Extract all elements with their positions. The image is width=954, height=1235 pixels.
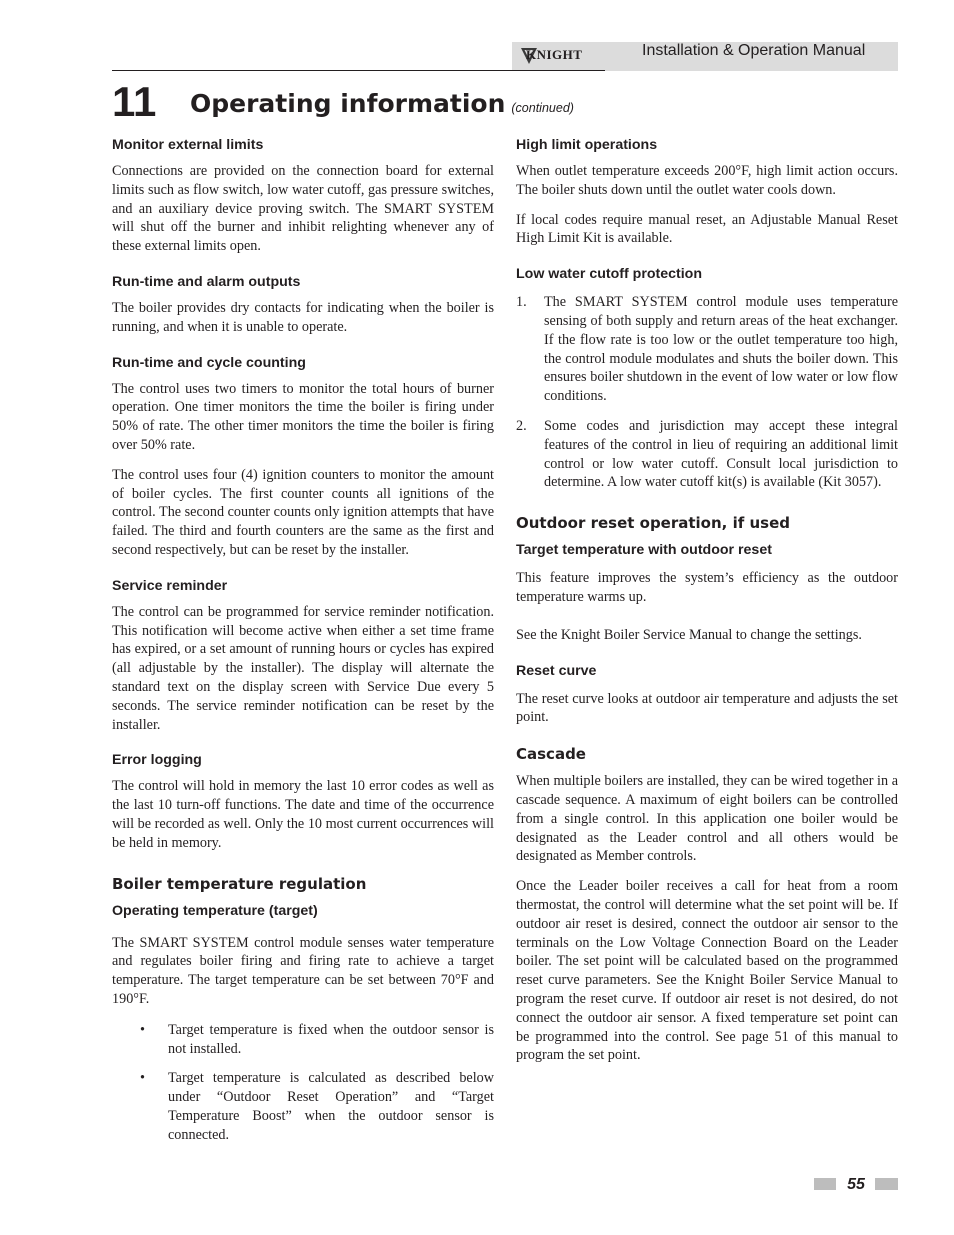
reset-curve-heading: Reset curve bbox=[516, 662, 597, 679]
list-item-text: Some codes and jurisdiction may accept these integral features of the control in lieu of requiring an additional limit control or low water cutoff. Consult local jurisdiction to determine. A low water cutoff kit(s) is available (Kit 3057). bbox=[544, 417, 898, 491]
list-item bbox=[516, 417, 898, 492]
operating-temperature-text: The SMART SYSTEM control module senses water temperature and regulates boiler firing and firing rate to achieve a target temperature. The target temperature can be set between 70°F and 190°F. bbox=[112, 934, 494, 1007]
chapter-title bbox=[190, 88, 574, 124]
reset-curve-text: The reset curve looks at outdoor air temperature and adjusts the set point. bbox=[516, 690, 898, 726]
list-item bbox=[112, 1021, 494, 1059]
service-reminder-heading: Service reminder bbox=[112, 577, 228, 594]
knight-logo bbox=[515, 43, 603, 70]
cascade-heading: Cascade bbox=[516, 745, 586, 764]
alarm-outputs-text: The boiler provides dry contacts for indicating when the boiler is running, and when it is unable to operate. bbox=[112, 299, 494, 335]
cycle-counting-text-1: The control uses two timers to monitor the total hours of burner operation. One timer monitors the time the boiler is firing under 50% of rate. The other timer monitors the time the boiler is firing over 50% rate. bbox=[112, 380, 494, 453]
outdoor-target-heading: Target temperature with outdoor reset bbox=[516, 542, 772, 559]
outdoor-reset-heading: Outdoor reset operation, if used bbox=[516, 514, 790, 533]
left-column bbox=[112, 136, 494, 1155]
monitor-limits-text: Connections are provided on the connection board for external limits such as flow switch, low water cutoff, gas pressure switches, and an auxiliary device proving switch. The SMART SYSTEM will shut off the burner and inhibit relighting whenever any of these external limits open. bbox=[112, 163, 494, 255]
error-logging-heading: Error logging bbox=[112, 752, 202, 769]
service-reminder-text: The control can be programmed for service reminder notification. This notification will become active when either a set time frame has expired, or a set amount of running hours or cycles has expired (all adjustable by the installer). The display will alternate the standard text on the display screen with Service Due every 5 seconds. The service reminder notification can be reset by the installer. bbox=[112, 603, 494, 733]
alarm-outputs-heading: Run-time and alarm outputs bbox=[112, 273, 301, 290]
bullet-mark: • bbox=[140, 1070, 145, 1087]
knight-logo-text: KNIGHT bbox=[526, 47, 583, 62]
list-item-text: Target temperature is calculated as described below under “Outdoor Reset Operation” and “Target Temperature Boost” when the outdoor sensor is connected. bbox=[168, 1070, 494, 1143]
cascade-text-2: Once the Leader boiler receives a call for heat from a room thermostat, the control will determine what the set point will be. If outdoor air reset is desired, connect the outdoor air sensor to the terminals on the Low Voltage Connection Board on the Leader boiler. The set point will be calculated based on the programmed reset curve parameters. See the Knight Boiler Service Manual to program the reset curve. If outdoor air reset is not desired, do not connect the outdoor air sensor. A fixed temperature set point can be programmed into the control. See page 51 of this manual to program the set point. bbox=[516, 878, 898, 1064]
monitor-limits-heading: Monitor external limits bbox=[112, 137, 264, 153]
error-logging-text: The control will hold in memory the last 10 error codes as well as the last 10 turn-off functions. The date and time of the occurrence will be recorded as well. Only the 10 most current occurrences will be held in memory. bbox=[112, 778, 494, 851]
high-limit-heading: High limit operations bbox=[516, 137, 658, 153]
list-item bbox=[112, 1069, 494, 1144]
outdoor-reset-text-1: This feature improves the system’s efficiency as the outdoor temperature warms up. bbox=[516, 570, 898, 605]
chapter-title-text: Operating information bbox=[190, 89, 506, 118]
target-temperature-list bbox=[112, 1021, 494, 1145]
chapter-number: 11 bbox=[112, 78, 157, 125]
footer-bar-right bbox=[875, 1178, 898, 1190]
item-number: 1. bbox=[516, 294, 527, 311]
chapter-continued: (continued) bbox=[511, 101, 574, 115]
cascade-text-1: When multiple boilers are installed, they can be wired together in a cascade sequence. A maximum of eight boilers can be controlled from a single control. In this application one boiler would be designated as the Leader control and all others would be designated as Member controls. bbox=[516, 773, 898, 865]
item-number: 2. bbox=[516, 417, 527, 434]
bullet-mark: • bbox=[140, 1021, 145, 1038]
manual-title: Installation & Operation Manual bbox=[642, 42, 866, 59]
temperature-regulation-heading: Boiler temperature regulation bbox=[112, 874, 367, 893]
page-number: 55 bbox=[847, 1176, 865, 1193]
low-water-heading: Low water cutoff protection bbox=[516, 266, 703, 283]
high-limit-text-1: When outlet temperature exceeds 200°F, high limit action occurs. The boiler shuts down until the outlet water cools down. bbox=[516, 163, 898, 198]
header-rule bbox=[112, 70, 605, 71]
operating-temperature-heading: Operating temperature (target) bbox=[112, 902, 318, 919]
cycle-counting-text-2: The control uses four (4) ignition counters to monitor the amount of boiler cycles. The first counter counts all ignitions of the control. The second counter counts only ignition attempts that have failed. The third and fourth counters are the same as the first and second respectively, but can be reset by the installer. bbox=[112, 466, 494, 558]
low-water-list bbox=[516, 293, 898, 492]
list-item bbox=[516, 293, 898, 406]
high-limit-text-2: If local codes require manual reset, an Adjustable Manual Reset High Limit Kit is available. bbox=[516, 211, 898, 247]
outdoor-reset-text-2: See the Knight Boiler Service Manual to change the settings. bbox=[516, 626, 862, 643]
cycle-counting-heading: Run-time and cycle counting bbox=[112, 354, 306, 371]
list-item-text: Target temperature is fixed when the outdoor sensor is not installed. bbox=[168, 1021, 494, 1057]
right-column bbox=[516, 136, 898, 1076]
list-item-text: The SMART SYSTEM control module uses temperature sensing of both supply and return areas of the heat exchanger. If the flow rate is too low or the outlet temperature too high, the control module modulates and shuts the boiler down. This ensures boiler shutdown in the event of low water or low flow conditions. bbox=[544, 294, 898, 405]
footer-bar-left bbox=[814, 1178, 836, 1190]
